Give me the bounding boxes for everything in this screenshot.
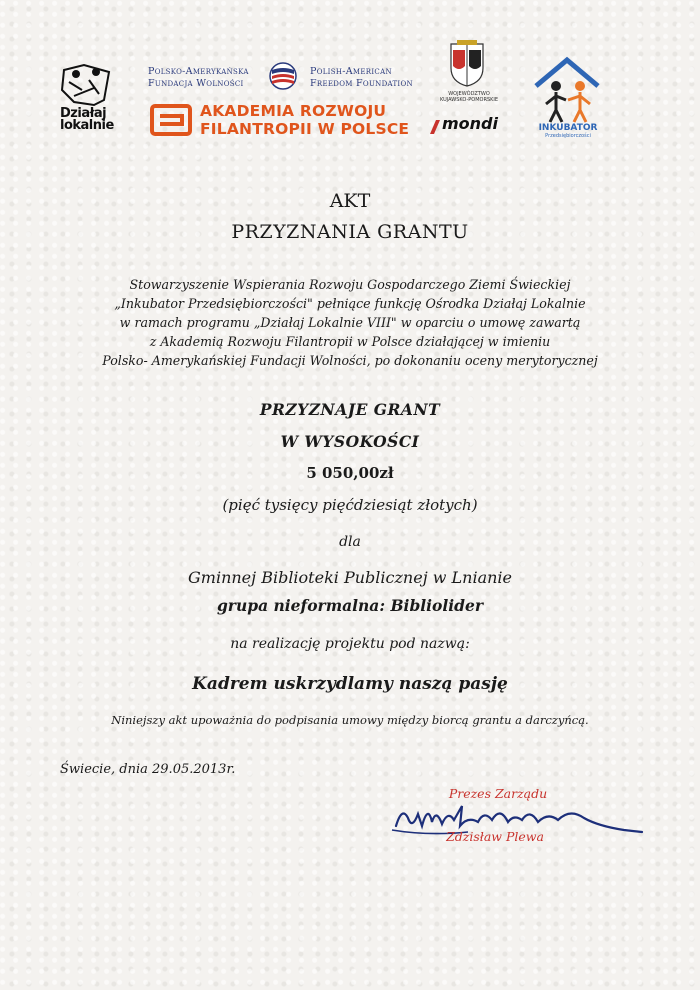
kp-line1: WOJEWÓDZTWO [448, 91, 490, 97]
intro-line: „Inkubator Przedsiębiorczości" pełniące funkcję Ośrodka Działaj Lokalnie [114, 296, 586, 311]
intro-line: z Akademią Rozwoju Filantropii w Polsce działającej w imieniu [149, 334, 551, 349]
intro-line: Polsko- Amerykańskiej Fundacji Wolności, po dokonaniu oceny merytorycznej [102, 353, 598, 368]
arfp-line2: FILANTROPII W POLSCE [200, 120, 410, 138]
pafw-en-line2: Freedom Foundation [310, 78, 413, 89]
dzialaj-lokalnie-text: Działaj lokalnie [60, 106, 114, 133]
grant-amount-words: (pięć tysięcy pięćdziesiąt złotych) [222, 496, 478, 514]
inkubator-logo-icon [532, 56, 602, 126]
signatory-name: Zdzisław Plewa [446, 829, 544, 844]
inkubator-label: INKUBATOR [538, 123, 598, 133]
kujawsko-pomorskie-text [428, 91, 510, 103]
pafw-pl-line1: Polsko-Amerykańska [148, 66, 249, 77]
inkubator-name [530, 124, 606, 140]
arfp-logo-icon [150, 104, 192, 136]
grant-heading-line2: W WYSOKOŚCI [280, 432, 420, 451]
kujawsko-pomorskie-crest-icon [447, 40, 487, 88]
intro-line: w ramach programu „Działaj Lokalnie VIII" w oparciu o umowę zawartą [119, 315, 581, 330]
dla-label: dla [339, 534, 361, 550]
document-title-line2: PRZYZNANIA GRANTU [231, 221, 469, 243]
authorization-note: Niniejszy akt upoważnia do podpisania umowy między biorcą grantu a darczyńcą. [111, 713, 589, 727]
pafw-flag-icon [264, 62, 302, 90]
intro-paragraph [60, 275, 640, 370]
recipient-line2: grupa nieformalna: Bibliolider [216, 596, 484, 615]
intro-line: Stowarzyszenie Wspierania Rozwoju Gospodarczego Ziemi Świeckiej [129, 277, 571, 292]
mondi-text: mondi [442, 114, 498, 133]
pafw-english-name [310, 66, 430, 90]
kp-line2: KUJAWSKO-POMORSKIE [439, 97, 499, 103]
arfp-name [200, 102, 420, 138]
pafw-polish-name [148, 66, 258, 90]
recipient-line1: Gminnej Biblioteki Publicznej w Lnianie [188, 568, 512, 587]
place-and-date: Świecie, dnia 29.05.2013r. [60, 762, 236, 777]
signatory-title: Prezes Zarządu [448, 786, 548, 801]
pafw-en-line1: Polish-American [310, 66, 392, 77]
purpose-label: na realizację projektu pod nazwą: [230, 636, 470, 652]
grant-amount: 5 050,00zł [306, 464, 394, 482]
pafw-pl-line2: Fundacja Wolności [148, 78, 244, 89]
inkubator-subtitle: Przedsiębiorczości [545, 133, 591, 139]
arfp-line1: AKADEMIA ROZWOJU [200, 102, 387, 120]
project-name: Kadrem uskrzydlamy naszą pasję [192, 674, 508, 694]
document-title-line1: AKT [329, 190, 371, 212]
grant-heading-line1: PRZYZNAJE GRANT [259, 400, 441, 419]
